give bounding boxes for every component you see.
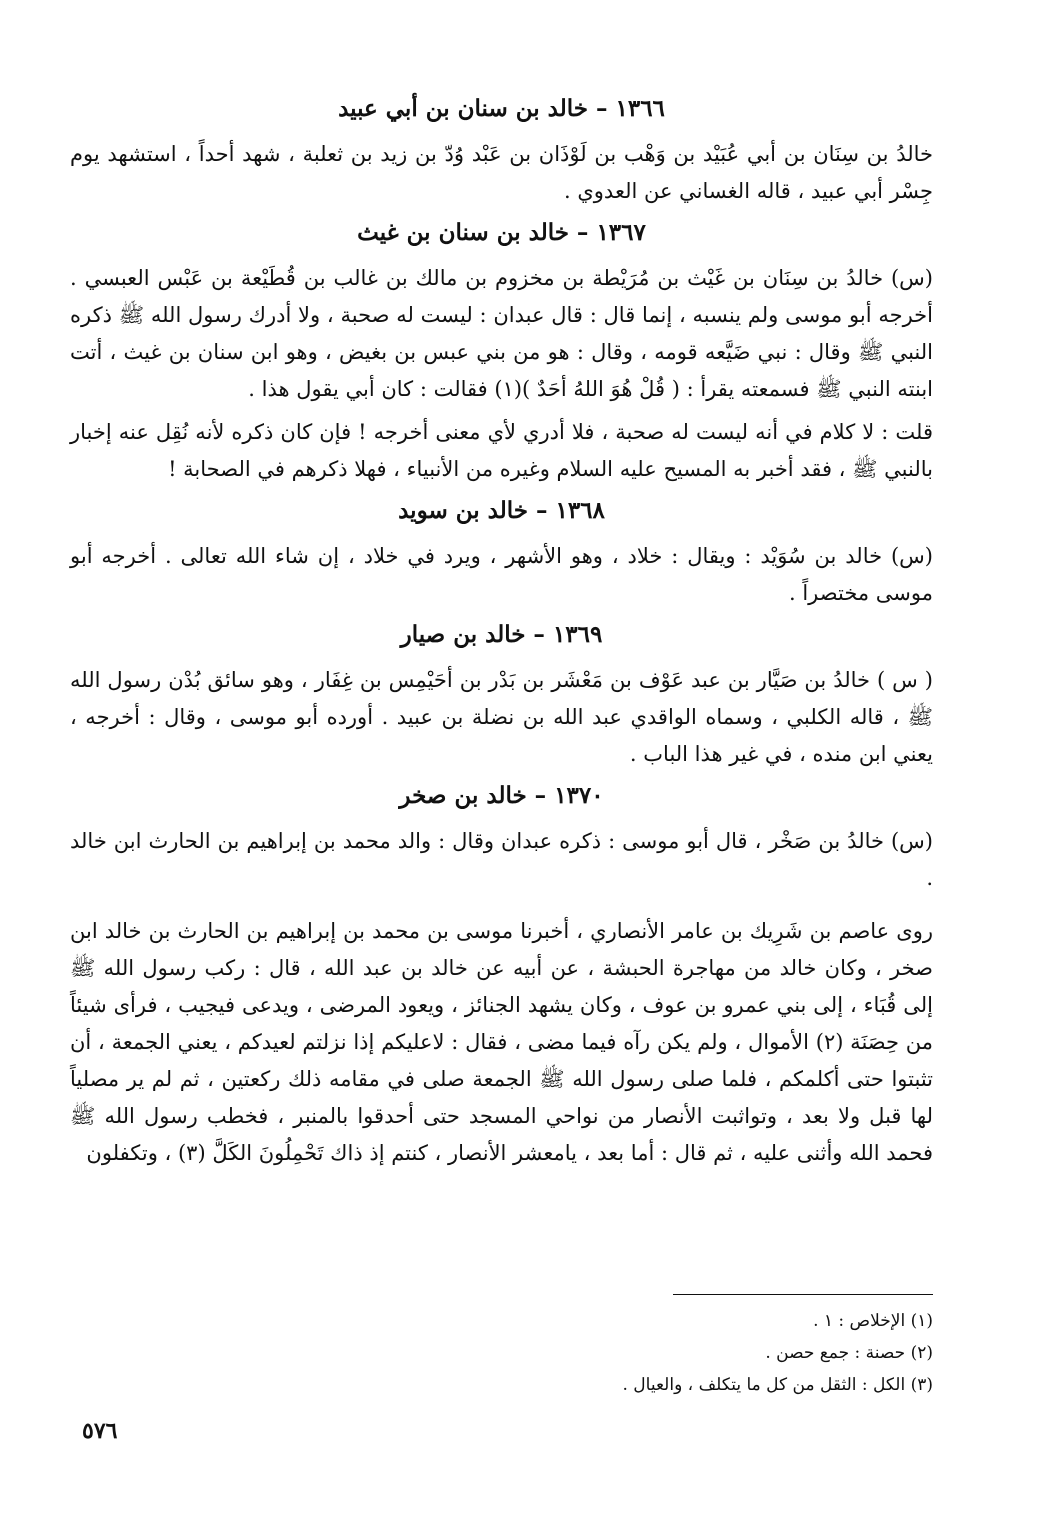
entry-paragraph: خالدُ بن سِنَان بن أبي عُبَيْد بن وَهْب بن لَوْذَان بن عَبْد وُدّ بن زيد بن ثعلبة ، شهد أحداً ، استشهد يوم جِسْر أبي عبيد ، قاله الغساني عن العدوي . <box>70 142 933 203</box>
entry-paragraph: قلت : لا كلام في أنه ليست له صحبة ، فلا أدري لأي معنى أخرجه ! فإن كان ذكره لأنه نُقِل عنه إخبار بالنبي ﷺ ، فقد أخبر به المسيح عليه السلام وغيره من الأنبياء ، فهلا ذكرهم في الصحابة ! <box>70 420 933 481</box>
entry-title: ١٣٦٨ – خالد بن سويد <box>398 497 605 524</box>
footnote: (١) الإخلاص : ١ . <box>813 1311 933 1331</box>
footnote: (٢) حصنة : جمع حصن . <box>765 1343 933 1363</box>
footnotes <box>622 1294 933 1401</box>
entry-paragraph: روى عاصم بن شَرِيك بن عامر الأنصاري ، أخبرنا موسى بن محمد بن إبراهيم بن الحارث بن خالد ابن صخر ، وكان خالد من مهاجرة الحبشة ، عن أبيه عن خالد بن عبد الله ، قال : ركب رسول الله ﷺ إلى قُبَاء ، إلى بني عمرو بن عوف ، وكان يشهد الجنائز ، ويعود المرضى ، ويدعى فيجيب ، فرأى شيئاً من حِصَنَة (٢) الأموال ، ولم يكن رآه فيما مضى ، فقال : لاعليكم إذا نزلتم لعيدكم ، يعني الجمعة ، أن تثبتوا حتى أكلمكم ، فلما صلى رسول الله ﷺ الجمعة صلى في مقامه ذلك ركعتين ، ثم لم ير مصلياً لها قبل ولا بعد ، وتواثبت الأنصار من نواحي المسجد حتى أحدقوا بالمنبر ، فخطب رسول الله ﷺ فحمد الله وأثنى عليه ، ثم قال : أما بعد ، يامعشر الأنصار ، كنتم إذ ذاك تَحْمِلُونَ الكَلَّ (٣) ، وتكفلون <box>70 919 933 1165</box>
entry-title: ١٣٦٧ – خالد بن سنان بن غيث <box>357 219 646 246</box>
entry-title: ١٣٧٠ – خالد بن صخر <box>399 782 604 809</box>
entry-paragraph: ( س ) خالدُ بن صَيَّار بن عبد عَوْف بن مَعْشَر بن بَدْر بن أحَيْمِس بن غِفَار ، وهو سائق بُدْن رسول الله ﷺ ، قاله الكلبي ، وسماه الواقدي عبد الله بن نضلة بن عبيد . أورده أبو موسى ، وقال : أخرجه ، يعني ابن منده ، في غير هذا الباب . <box>70 668 933 766</box>
paragraph-gap <box>70 903 933 913</box>
footnote: (٣) الكل : الثقل من كل ما يتكلف ، والعيال . <box>622 1375 933 1395</box>
entry-title: ١٣٦٩ – خالد بن صيار <box>400 621 603 648</box>
entry-paragraph: (س) خالد بن سُوَيْد : ويقال : خلاد ، وهو الأشهر ، ويرد في خلاد ، إن شاء الله تعالى . أخرجه أبو موسى مختصراً . <box>70 544 933 605</box>
entry-paragraph: (س) خالدُ بن سِنَان بن غَيْث بن مُرَيْطة بن مخزوم بن مالك بن غالب بن قُطَيْعة بن عَبْس العبسي . أخرجه أبو موسى ولم ينسبه ، إنما قال : قال عبدان : ليست له صحبة ، ولا أدرك رسول الله ﷺ ذكره النبي ﷺ وقال : نبي ضَيَّعه قومه ، وقال : هو من بني عبس بن بغيض ، وهو ابن سنان بن غيث ، أتت ابنته النبي ﷺ فسمعته يقرأ : ( قُلْ هُوَ اللهُ أحَدٌ )(١) فقالت : كان أبي يقول هذا . <box>70 266 933 401</box>
entry-title: ١٣٦٦ – خالد بن سنان بن أبي عبيد <box>338 95 665 122</box>
entry-paragraph: (س) خالدُ بن صَخْر ، قال أبو موسى : ذكره عبدان وقال : والد محمد بن إبراهيم بن الحارث ابن خالد . <box>70 829 933 890</box>
page-number: ٥٧٦ <box>82 1418 118 1444</box>
